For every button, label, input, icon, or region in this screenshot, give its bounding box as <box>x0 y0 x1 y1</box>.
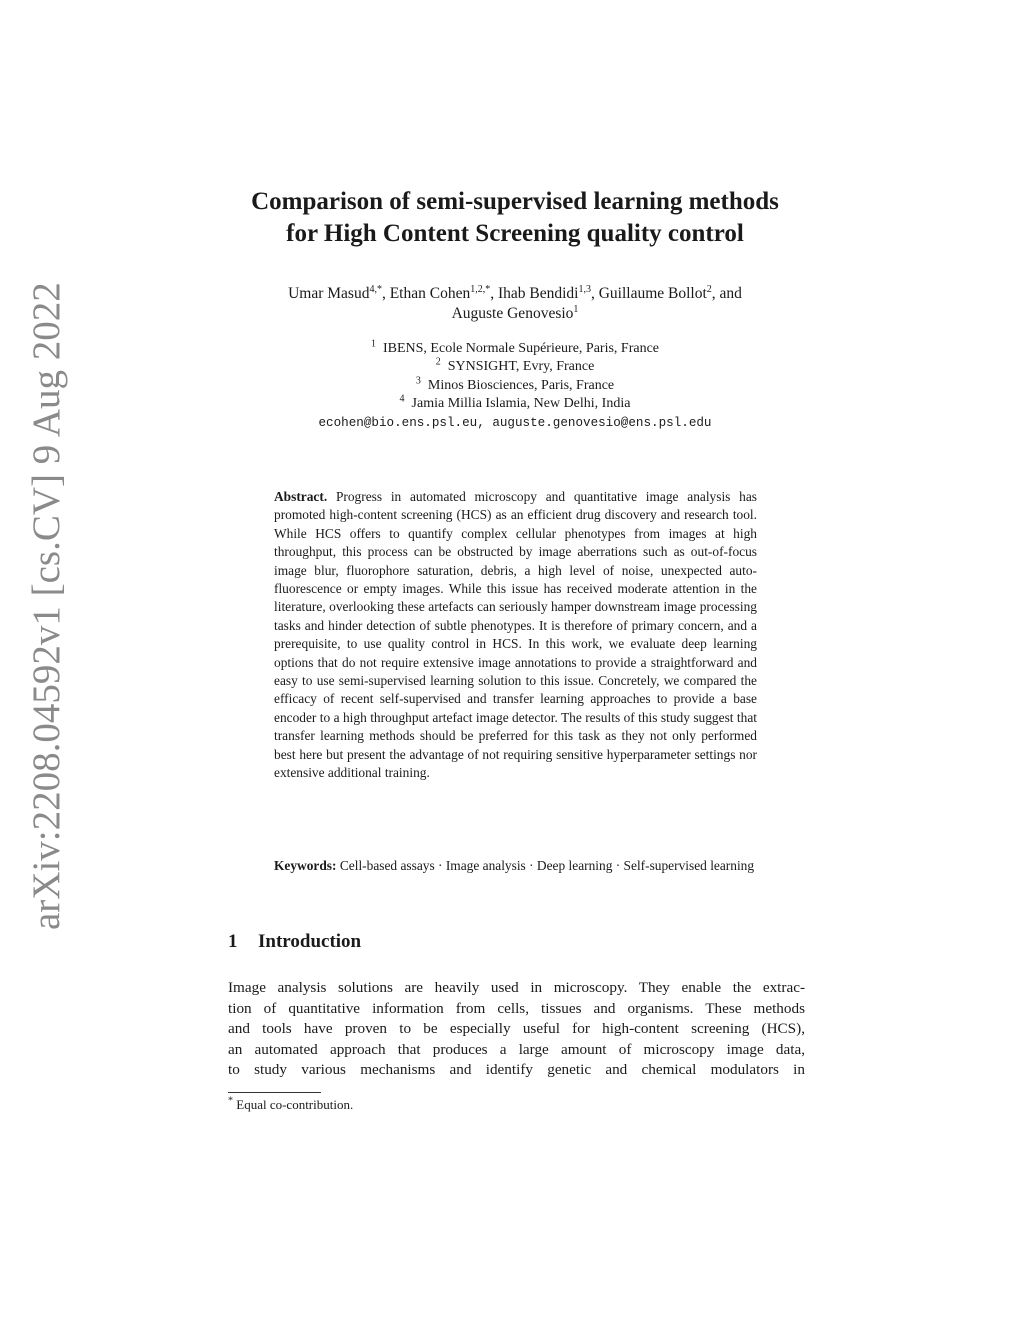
paragraph-line: an automated approach that produces a large amount of microscopy image data, <box>228 1040 805 1058</box>
affiliation-text: SYNSIGHT, Evry, France <box>447 359 595 375</box>
paragraph-line: to study various mechanisms and identify genetic and chemical modulators in <box>228 1061 805 1079</box>
keywords <box>274 857 757 875</box>
author-name: Auguste Genovesio <box>451 305 574 322</box>
author-affiliation-mark: 1,2,* <box>470 283 491 295</box>
footnote-text: Equal co-contribution. <box>236 1097 354 1112</box>
paper-title <box>200 186 830 250</box>
title-line: Comparison of semi-supervised learning methods <box>251 188 779 215</box>
author-separator: , <box>381 285 390 302</box>
abstract-text: Progress in automated microscopy and quantitative image analysis has promoted high-content screening (HCS) as an efficient drug discovery and research tool. While HCS offers to quantify complex cellular phenotypes from images at high throughput, this process can be obstructed by image aberrations such as out-of-focus image blur, fluorophore saturation, debris, a high level of noise, unexpected auto-fluorescence or empty images. While this issue has received moderate attention in the literature, overlooking these artefacts can seriously hamper downstream image processing tasks and hinder detection of subtle phenotypes. It is therefore of primary concern, and a prerequisite, to use quality control in HCS. In this work, we evaluate deep learning options that do not require extensive image annotations to provide a straightforward and easy to use semi-supervised learning solution to this issue. Concretely, we compared the efficacy of recent self-supervised and transfer learning approaches to provide a base encoder to a high throughput artefact image detector. The results of this study suggest that transfer learning methods should be preferred for this task as they not only performed best here but present the advantage of not requiring sensitive hyperparameter settings nor extensive additional training. <box>274 489 757 781</box>
author-name: Ihab Bendidi <box>497 285 579 302</box>
section-number: 1 <box>228 931 238 952</box>
keywords-text: Cell-based assays · Image analysis · Deep learning · Self-supervised learning <box>339 858 755 873</box>
affiliation-number: 4 <box>399 393 405 405</box>
affiliation <box>200 340 830 358</box>
footnote-mark: * <box>228 1095 233 1107</box>
affiliation <box>200 395 830 413</box>
keywords-label: Keywords: <box>274 858 337 873</box>
affiliation-text: IBENS, Ecole Normale Supérieure, Paris, France <box>382 341 660 356</box>
paragraph-line: tion of quantitative information from cells, tissues and organisms. These methods <box>228 999 805 1017</box>
author-separator: , <box>590 285 599 302</box>
author-affiliation-mark: 4,* <box>369 283 382 295</box>
author-name: Ethan Cohen <box>389 285 471 302</box>
author-affiliation-mark: 2 <box>706 283 712 295</box>
footnote <box>228 1096 353 1114</box>
arxiv-identifier-stamp: arXiv:2208.04592v1 [cs.CV] 9 Aug 2022 <box>25 282 68 930</box>
affiliation <box>200 377 830 395</box>
author-separator: , and <box>711 285 742 302</box>
affiliation <box>200 358 830 376</box>
affiliation-number: 3 <box>415 375 421 387</box>
affiliation-text: Jamia Millia Islamia, New Delhi, India <box>411 396 631 412</box>
abstract-label: Abstract. <box>274 489 328 504</box>
introduction-paragraph <box>228 978 805 1081</box>
affiliation-number: 2 <box>435 356 441 368</box>
contact-emails: ecohen@bio.ens.psl.eu, auguste.genovesio@ens.psl.edu <box>318 415 712 430</box>
title-line: for High Content Screening quality control <box>286 220 744 247</box>
affiliation-list <box>200 340 830 433</box>
author-affiliation-mark: 1 <box>573 303 579 315</box>
section-title: Introduction <box>258 931 362 952</box>
author-name: Umar Masud <box>288 285 370 302</box>
paragraph-line: Image analysis solutions are heavily used in microscopy. They enable the extrac- <box>228 979 805 996</box>
affiliation-number: 1 <box>370 338 376 350</box>
author-name: Guillaume Bollot <box>598 285 707 302</box>
author-affiliation-mark: 1,3 <box>578 283 591 295</box>
section-heading <box>228 930 361 954</box>
author-separator: , <box>490 285 498 302</box>
footnote-rule <box>228 1092 321 1093</box>
author-list <box>200 284 830 324</box>
affiliation-text: Minos Biosciences, Paris, France <box>427 377 615 393</box>
paragraph-line: and tools have proven to be especially useful for high-content screening (HCS), <box>228 1020 805 1038</box>
abstract <box>274 488 757 783</box>
